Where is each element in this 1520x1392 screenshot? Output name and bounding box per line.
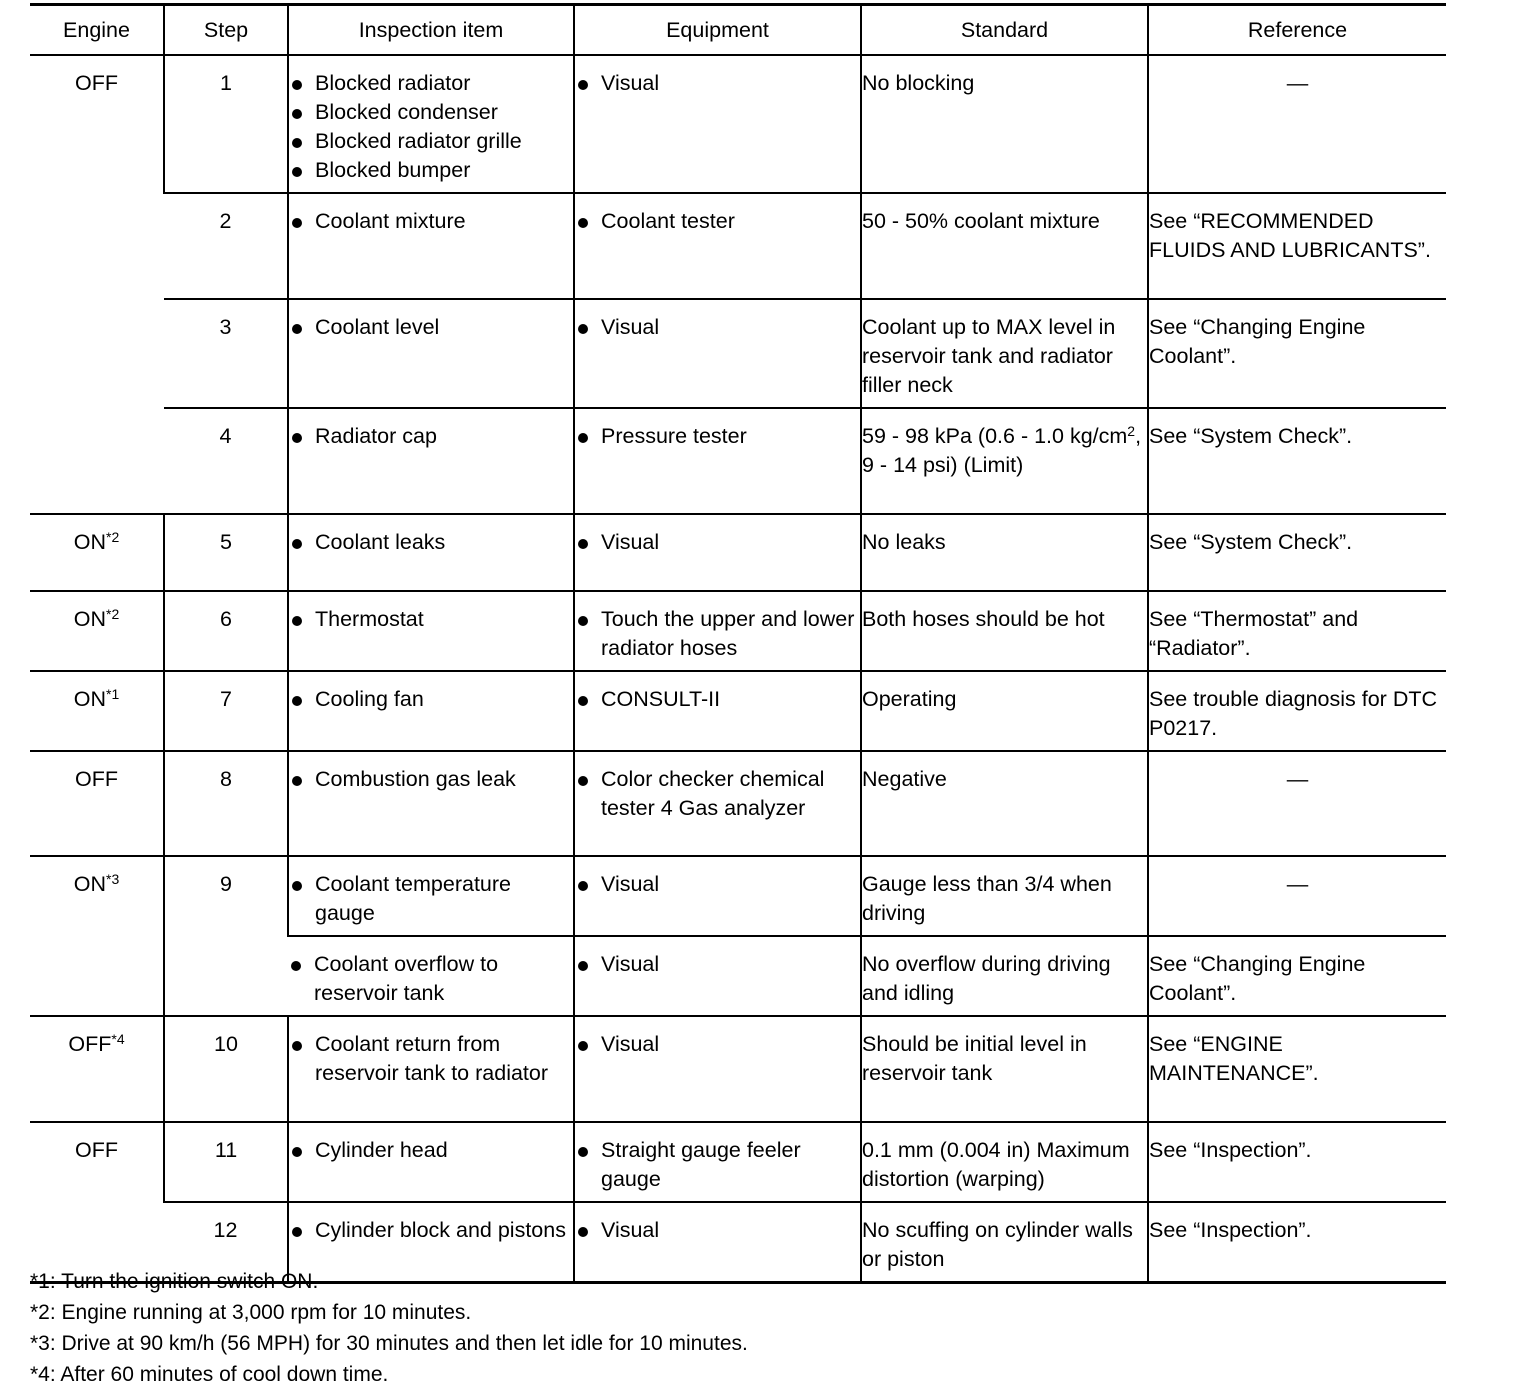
list-item: Visual <box>575 950 860 979</box>
table-row <box>30 408 1446 514</box>
engine-cell: ON$^{*2}$ <box>73 606 120 631</box>
step-cell: 7 <box>164 671 288 751</box>
table-row <box>30 671 1446 751</box>
footnotes <box>30 1266 748 1390</box>
step-cell: 11 <box>164 1122 288 1202</box>
table-row <box>30 193 1446 299</box>
table-row <box>30 591 1446 671</box>
reference-cell: See “Thermostat” and “Radiator”. <box>1148 591 1446 671</box>
inspection-item-cell <box>288 856 574 936</box>
list-item: Radiator cap <box>289 422 573 451</box>
list-item: Visual <box>575 528 860 557</box>
list-item: Blocked radiator <box>289 69 573 98</box>
standard-cell: No scuffing on cylinder walls or piston <box>861 1202 1148 1283</box>
table-row <box>30 1122 1446 1202</box>
list-item: Coolant temperature gauge <box>289 870 573 928</box>
equipment-cell <box>574 193 861 299</box>
list-item: Cylinder block and pistons <box>289 1216 573 1245</box>
inspection-item-cell <box>288 193 574 299</box>
equipment-cell <box>574 1016 861 1122</box>
inspection-item-cell <box>288 55 574 193</box>
engine-cell: OFF$^{*4}$ <box>68 1031 125 1056</box>
reference-cell: See “Changing Engine Coolant”. <box>1148 936 1446 1016</box>
reference-cell: See “Inspection”. <box>1148 1202 1446 1283</box>
inspection-item-cell <box>288 751 574 856</box>
engine-cell: OFF <box>75 1138 118 1162</box>
header-standard: Standard <box>861 5 1148 56</box>
step-cell: 1 <box>164 55 288 193</box>
list-item: Visual <box>575 1030 860 1059</box>
equipment-cell <box>574 514 861 591</box>
equipment-cell <box>574 856 861 936</box>
list-item: Cooling fan <box>289 685 573 714</box>
engine-cell: OFF <box>75 767 118 791</box>
list-item: Visual <box>575 870 860 899</box>
step-cell: 10 <box>164 1016 288 1122</box>
equipment-cell <box>574 299 861 408</box>
inspection-table <box>30 3 1446 1284</box>
equipment-cell <box>574 55 861 193</box>
footnote: *1: Turn the ignition switch ON. <box>30 1270 319 1293</box>
engine-cell: ON$^{*1}$ <box>73 686 120 711</box>
step-cell: 4 <box>219 424 232 448</box>
equipment-cell <box>574 591 861 671</box>
step-cell: 9 <box>164 856 288 1016</box>
header-reference: Reference <box>1148 5 1446 56</box>
standard-cell: No overflow during driving and idling <box>861 936 1148 1016</box>
equipment-cell <box>574 408 861 514</box>
reference-cell: See “RECOMMENDED FLUIDS AND LUBRICANTS”. <box>1148 193 1446 299</box>
step-cell: 5 <box>164 514 288 591</box>
inspection-item-cell <box>288 1016 574 1122</box>
footnote: *4: After 60 minutes of cool down time. <box>30 1363 389 1386</box>
reference-cell: See “ENGINE MAINTENANCE”. <box>1148 1016 1446 1122</box>
list-item: Color checker chemical tester 4 Gas analyzer <box>575 765 860 823</box>
step-cell: 12 <box>213 1218 238 1242</box>
header-engine: Engine <box>30 5 164 56</box>
footnote: *3: Drive at 90 km/h (56 MPH) for 30 minutes and then let idle for 10 minutes. <box>30 1332 748 1355</box>
list-item: Blocked condenser <box>289 98 573 127</box>
step-cell: 8 <box>164 751 288 856</box>
list-item: Blocked radiator grille <box>289 127 573 156</box>
step-cell: 3 <box>219 315 232 339</box>
engine-cell: ON$^{*2}$ <box>73 529 120 554</box>
inspection-item-cell <box>288 1122 574 1202</box>
reference-cell: See “Inspection”. <box>1148 1122 1446 1202</box>
list-item: Coolant tester <box>575 207 860 236</box>
header-step: Step <box>164 5 288 56</box>
standard-cell: Negative <box>861 751 1148 856</box>
header-equipment: Equipment <box>574 5 861 56</box>
standard-cell: No blocking <box>861 55 1148 193</box>
equipment-cell <box>574 1122 861 1202</box>
standard-cell: Coolant up to MAX level in reservoir tank and radiator filler neck <box>861 299 1148 408</box>
reference-cell: See “Changing Engine Coolant”. <box>1148 299 1446 408</box>
inspection-item-cell <box>288 591 574 671</box>
inspection-item-cell <box>288 299 574 408</box>
inspection-item-cell <box>288 936 574 1016</box>
list-item: Visual <box>575 313 860 342</box>
reference-cell: — <box>1148 856 1446 936</box>
list-item: Blocked bumper <box>289 156 573 185</box>
step-cell: 6 <box>164 591 288 671</box>
standard-cell: Should be initial level in reservoir tank <box>861 1016 1148 1122</box>
list-item: CONSULT-II <box>575 685 860 714</box>
engine-cell: ON$^{*3}$ <box>73 871 120 896</box>
standard-cell: 50 - 50% coolant mixture <box>861 193 1148 299</box>
standard-cell: Operating <box>861 671 1148 751</box>
standard-cell: 0.1 mm (0.004 in) Maximum distortion (warping) <box>861 1122 1148 1202</box>
header-inspection-item: Inspection item <box>288 5 574 56</box>
list-item: Pressure tester <box>575 422 860 451</box>
equipment-cell <box>574 671 861 751</box>
standard-cell: Both hoses should be hot <box>861 591 1148 671</box>
list-item: Coolant mixture <box>289 207 573 236</box>
standard-cell: 59 - 98 kPa (0.6 - 1.0 $kg/cm^2$, 9 - 14 psi) (Limit) <box>861 408 1148 514</box>
list-item: Touch the upper and lower radiator hoses <box>575 605 860 663</box>
list-item: Visual <box>575 1216 860 1245</box>
reference-cell: — <box>1148 751 1446 856</box>
list-item: Coolant return from reservoir tank to radiator <box>289 1030 573 1088</box>
table-row <box>30 1016 1446 1122</box>
equipment-cell <box>574 751 861 856</box>
table-row <box>30 299 1446 408</box>
table-row <box>30 55 1446 193</box>
list-item: Coolant level <box>289 313 573 342</box>
list-item: Cylinder head <box>289 1136 573 1165</box>
standard-cell: Gauge less than 3/4 when driving <box>861 856 1148 936</box>
list-item: Combustion gas leak <box>289 765 573 794</box>
list-item: Thermostat <box>289 605 573 634</box>
list-item: Coolant leaks <box>289 528 573 557</box>
table-row <box>30 514 1446 591</box>
table-row <box>30 856 1446 936</box>
step-cell: 2 <box>219 209 232 233</box>
list-item: Coolant overflow to reservoir tank <box>288 950 573 1008</box>
list-item: Visual <box>575 69 860 98</box>
inspection-item-cell <box>288 514 574 591</box>
footnote: *2: Engine running at 3,000 rpm for 10 minutes. <box>30 1301 472 1324</box>
reference-cell: See “System Check”. <box>1148 408 1446 514</box>
standard-cell: No leaks <box>861 514 1148 591</box>
equipment-cell <box>574 936 861 1016</box>
table-row <box>30 751 1446 856</box>
reference-cell: See “System Check”. <box>1148 514 1446 591</box>
list-item: Straight gauge feeler gauge <box>575 1136 860 1194</box>
reference-cell: — <box>1148 55 1446 193</box>
table-header-row <box>30 5 1446 56</box>
inspection-item-cell <box>288 671 574 751</box>
reference-cell: See trouble diagnosis for DTC P0217. <box>1148 671 1446 751</box>
inspection-item-cell <box>288 408 574 514</box>
engine-cell: OFF <box>75 71 118 95</box>
